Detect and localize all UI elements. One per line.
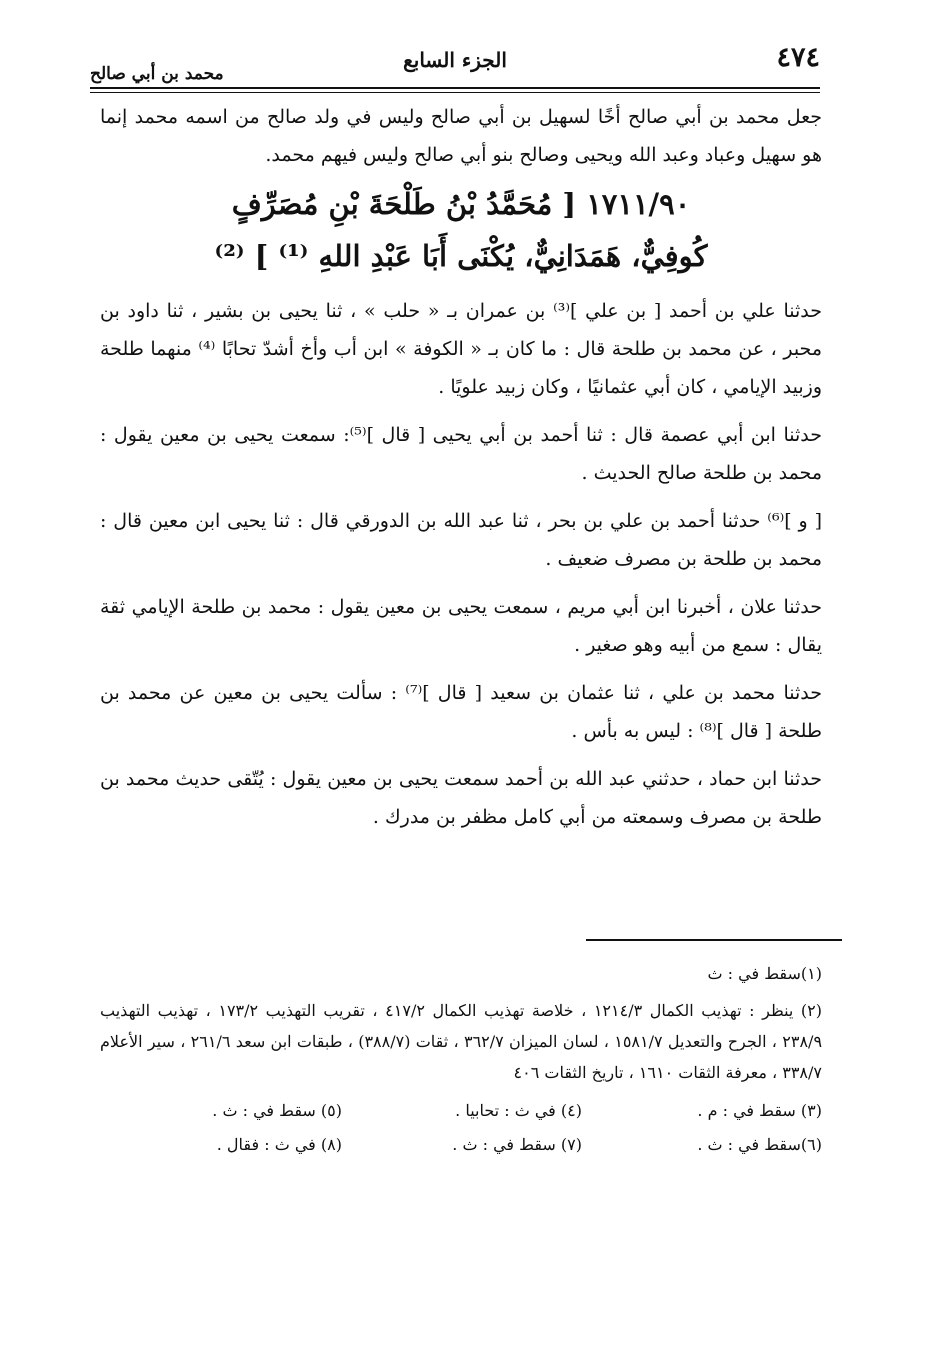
entry-heading-line-2: كُوفِيٌّ، هَمَدَانِيٌّ، يُكْنَى أَبَا عَبْدِ اللهِ ⁽¹⁾ ] ⁽²⁾	[214, 239, 708, 273]
footnote-3: (٣) سقط في : م .	[697, 1101, 822, 1120]
narration-paragraph: [ و ]⁽⁶⁾ حدثنا أحمد بن علي بن بحر ، ثنا عبد الله بن الدورقي قال : ثنا يحيى ابن معين قال : محمد بن طلحة بن مصرف ضعيف .	[100, 510, 822, 570]
narration-paragraph: حدثنا محمد بن علي ، ثنا عثمان بن سعيد [ قال ]⁽⁷⁾ : سألت يحيى بن معين عن محمد بن طلحة [ قال ]⁽⁸⁾ : ليس به بأس .	[100, 682, 823, 742]
narration-paragraph: حدثنا ابن حماد ، حدثني عبد الله بن أحمد سمعت يحيى بن معين يقول : يُتّقى حديث محمد بن طلحة بن مصرف وسمعته من أبي كامل مظفر بن مدرك .	[100, 768, 823, 828]
entry-heading-line-1: ١٧١١/٩٠ [ مُحَمَّدُ بْنُ طَلْحَةَ بْنِ مُصَرِّفٍ	[231, 187, 691, 221]
narration-paragraph: حدثنا ابن أبي عصمة قال : ثنا أحمد بن أبي يحيى [ قال ]⁽⁵⁾: سمعت يحيى بن معين يقول : محمد بن طلحة صالح الحديث .	[100, 424, 822, 484]
footnote-separator	[586, 939, 842, 941]
footnote-6: (٦)سقط في : ث .	[697, 1135, 822, 1154]
intro-line-1: جعل محمد بن أبي صالح أخًا لسهيل بن أبي صالح وليس في ولد صالح من اسمه	[185, 106, 822, 128]
main-text	[100, 98, 822, 846]
header-rule-thin	[90, 92, 820, 93]
intro-line-2: محمد إنما هو سهيل وعباد وعبد الله ويحيى وصالح بنو أبي صالح وليس فيهم محمد.	[100, 106, 822, 166]
header-rule	[90, 87, 820, 89]
page-header	[90, 38, 820, 86]
footnotes	[100, 958, 822, 1162]
entry-heading	[100, 178, 822, 282]
footnote-7: (٧) سقط في : ث .	[452, 1135, 582, 1154]
footnote-5: (٥) سقط في : ث .	[212, 1101, 342, 1120]
footnote-row	[100, 1128, 822, 1162]
footnote-4: (٤) في ث : تحابيا .	[455, 1101, 582, 1120]
narration-paragraph: حدثنا علان ، أخبرنا ابن أبي مريم ، سمعت يحيى بن معين يقول : محمد بن طلحة الإيامي ثقة يقال : سمع من أبيه وهو صغير .	[100, 596, 822, 656]
running-title: محمد بن أبي صالح	[90, 64, 224, 84]
footnote-1: (١)سقط في : ث	[707, 964, 822, 983]
footnote-8: (٨) في ث : فقال .	[216, 1135, 342, 1154]
footnote-row	[100, 1094, 822, 1128]
narration-paragraph: حدثنا علي بن أحمد [ بن علي ]⁽³⁾ بن عمران بـ « حلب » ، ثنا يحيى بن بشير ، ثنا داود بن محبر ، عن محمد بن طلحة قال : ما كان بـ « الكوفة » ابن أب وأخ أشدّ تحابًا ⁽⁴⁾ منهما طلحة وزبيد الإيامي ، كان أبي عثمانيًا ، وكان زبيد علويًا .	[100, 300, 822, 398]
intro-paragraph	[100, 98, 822, 174]
footnote-2: (٢) ينظر : تهذيب الكمال ١٢١٤/٣ ، خلاصة تهذيب الكمال ٤١٧/٢ ، تقريب التهذيب ١٧٣/٢ ، تهذيب التهذيب ٢٣٨/٩ ، الجرح والتعديل ١٥٨١/٧ ، لسان الميزان ٣٦٢/٧ ، ثقات (٣٨٨/٧) ، طبقات ابن سعد ٢٦١/٦ ، سير الأعلام ٣٣٨/٧ ، معرفة الثقات ١٦١٠ ، تاريخ الثقات ٤٠٦	[100, 1001, 823, 1082]
page-number: ٤٧٤	[776, 42, 820, 73]
volume-title: الجزء السابع	[403, 48, 507, 72]
